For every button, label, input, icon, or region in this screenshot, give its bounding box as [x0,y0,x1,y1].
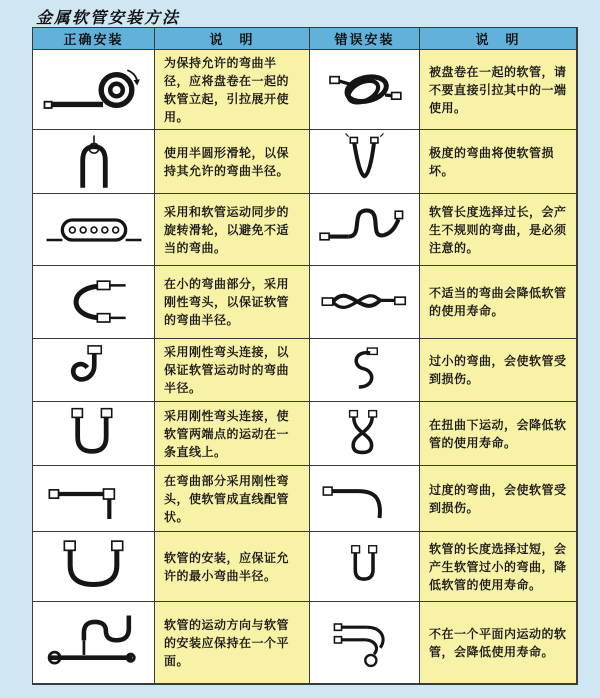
correct-description: 软管的运动方向与软管的安装应保持在一个平面。 [155,602,310,684]
extreme-bend-icon [317,133,412,191]
wrong-description: 不在一个平面内运动的软管，会降低使用寿命。 [420,602,577,684]
correct-illustration-cell [33,194,155,266]
wrong-illustration-cell [310,266,420,339]
wrong-illustration-cell [310,339,420,402]
wrong-description: 软管长度选择过长，会产生不规则的弯曲，是必须注意的。 [420,194,577,266]
correct-description: 软管的安装，应保证允许的最小弯曲半径。 [155,532,310,602]
correct-description: 在小的弯曲部分，采用刚性弯头，以保证软管的弯曲半径。 [155,266,310,339]
wrong-illustration-cell [310,532,420,602]
wrong-description: 在扭曲下运动，会降低软管的使用寿命。 [420,402,577,466]
correct-illustration-cell [33,602,155,684]
wrong-description: 极度的弯曲将使软管损坏。 [420,130,577,194]
narrow-u-short-hose-icon [322,539,407,595]
wrong-illustration-cell [310,130,420,194]
twisted-u-icon [322,405,407,463]
correct-description: 使用半圆形滑轮，以保持其允许的弯曲半径。 [155,130,310,194]
straight-piping-elbow-icon [41,469,146,529]
correct-illustration-cell [33,50,155,130]
wrong-illustration-cell [310,194,420,266]
correct-description: 在弯曲部分采用刚性弯头，使软管成直线配管状。 [155,466,310,532]
correct-illustration-cell [33,339,155,402]
coiled-hose-pulled-icon [315,59,415,121]
one-plane-trap-icon [39,608,149,678]
correct-description: 为保持允许的弯曲半径，应将盘卷在一起的软管立起，引拉展开使用。 [155,50,310,130]
wrong-description: 过小的弯曲，会使软管受到损伤。 [420,339,577,402]
wrong-illustration-cell [310,50,420,130]
correct-illustration-cell [33,402,155,466]
header-wrong-install: 错误安装 [310,28,420,50]
wrong-description: 不适当的弯曲会降低软管的使用寿命。 [420,266,577,339]
wrong-illustration-cell [310,402,420,466]
correct-illustration-cell [33,466,155,532]
wrong-description: 被盘卷在一起的软管，请不要直接引拉其中的一端使用。 [420,50,577,130]
wrong-illustration-cell [310,602,420,684]
header-correct-install: 正确安装 [33,28,155,50]
s-hook-small-bend-icon [322,341,407,399]
correct-description: 采用刚性弯头连接，以保证软管运动时的弯曲半径。 [155,339,310,402]
correct-illustration-cell [33,130,155,194]
wrong-illustration-cell [310,466,420,532]
correct-illustration-cell [33,266,155,339]
wide-u-min-radius-icon [41,537,146,597]
installation-table [32,27,578,685]
correct-description: 采用刚性弯头连接，使软管两端点的运动在一条直线上。 [155,402,310,466]
header-correct-description: 说 明 [155,28,310,50]
correct-description: 采用和软管运动同步的旋转滑轮，以避免不适当的弯曲。 [155,194,310,266]
rigid-elbow-hook-icon [46,342,141,398]
wrong-description: 软管的长度选择过短，会产生软管过小的弯曲，降低软管的使用寿命。 [420,532,577,602]
header-wrong-description: 说 明 [420,28,577,50]
rigid-elbow-loop-icon [44,270,144,334]
wrong-description: 过度的弯曲，会使软管受到损伤。 [420,466,577,532]
correct-illustration-cell [33,532,155,602]
improper-crossing-bend-icon [316,273,414,331]
irregular-loop-icon [316,200,414,260]
semicircular-pulley-icon [44,133,144,191]
u-shape-endpoints-in-line-icon [46,404,141,464]
coiled-hose-uncoil-icon [40,57,148,123]
page-title: 金属软管安装方法 [36,10,181,27]
over-bent-elbow-icon [317,470,412,528]
out-of-plane-motion-icon [317,608,412,678]
rotating-track-pulley-icon [40,200,148,260]
